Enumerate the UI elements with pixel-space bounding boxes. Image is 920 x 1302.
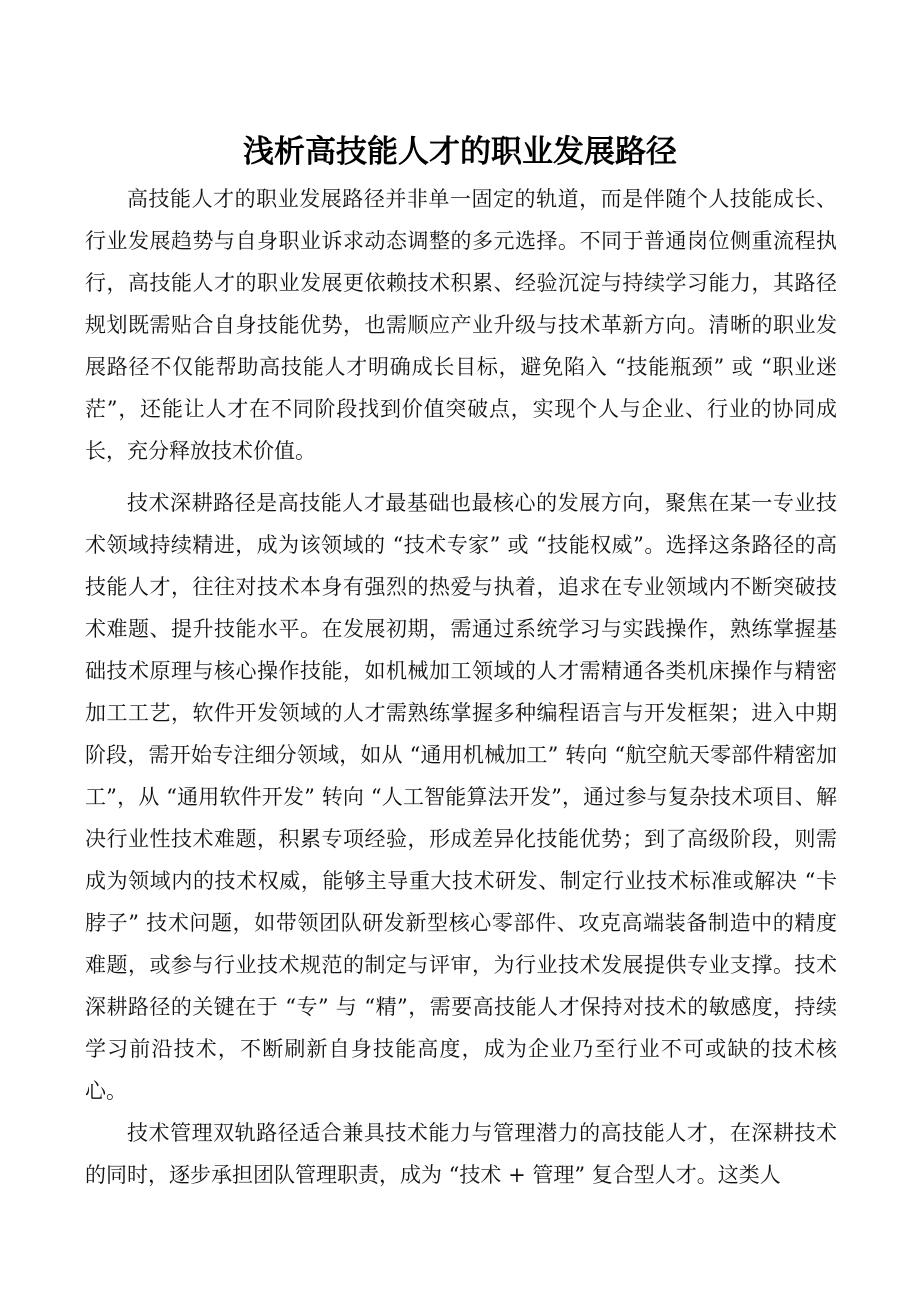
document-title: 浅析高技能人才的职业发展路径 bbox=[243, 134, 677, 170]
paragraph-technical-deepening-path: 技术深耕路径是高技能人才最基础也最核心的发展方向，聚焦在某一专业技术领域持续精进，成为该领域的 “技术专家” 或 “技能权威”。选择这条路径的高技能人才，往往对技术本身有强烈的热爱与执着，追求在专业领域内不断突破技术难题、提升技能水平。在发展初期，需通过系统学习与实践操作，熟练掌握基础技术原理与核心操作技能，如机械加工领域的人才需精通各类机床操作与精密加工工艺，软件开发领域的人才需熟练掌握多种编程语言与开发框架；进入中期阶段，需开始专注细分领域，如从 “通用机械加工” 转向 “航空航天零部件精密加工”，从 “通用软件开发” 转向 “人工智能算法开发”，通过参与复杂技术项目、解决行业性技术难题，积累专项经验，形成差异化技能优势；到了高级阶段，则需成为领域内的技术权威，能够主导重大技术研发、制定行业技术标准或解决 “卡脖子” 技术问题，如带领团队研发新型核心零部件、攻克高端装备制造中的精度难题，或参与行业技术规范的制定与评审，为行业技术发展提供专业支撑。技术深耕路径的关键在于 “专” 与 “精”，需要高技能人才保持对技术的敏感度，持续学习前沿技术，不断刷新自身技能高度，成为企业乃至行业不可或缺的技术核心。 bbox=[85, 491, 837, 1103]
paragraph-intro: 高技能人才的职业发展路径并非单一固定的轨道，而是伴随个人技能成长、行业发展趋势与自身职业诉求动态调整的多元选择。不同于普通岗位侧重流程执行，高技能人才的职业发展更依赖技术积累、经验沉淀与持续学习能力，其路径规划既需贴合自身技能优势，也需顺应产业升级与技术革新方向。清晰的职业发展路径不仅能帮助高技能人才明确成长目标，避免陷入 “技能瓶颈” 或 “职业迷茫”，还能让人才在不同阶段找到价值突破点，实现个人与企业、行业的协同成长，充分释放技术价值。 bbox=[85, 187, 837, 463]
paragraph-dual-track-path: 技术管理双轨路径适合兼具技术能力与管理潜力的高技能人才，在深耕技术的同时，逐步承担团队管理职责，成为 “技术 + 管理” 复合型人才。这类人 bbox=[85, 1121, 837, 1187]
